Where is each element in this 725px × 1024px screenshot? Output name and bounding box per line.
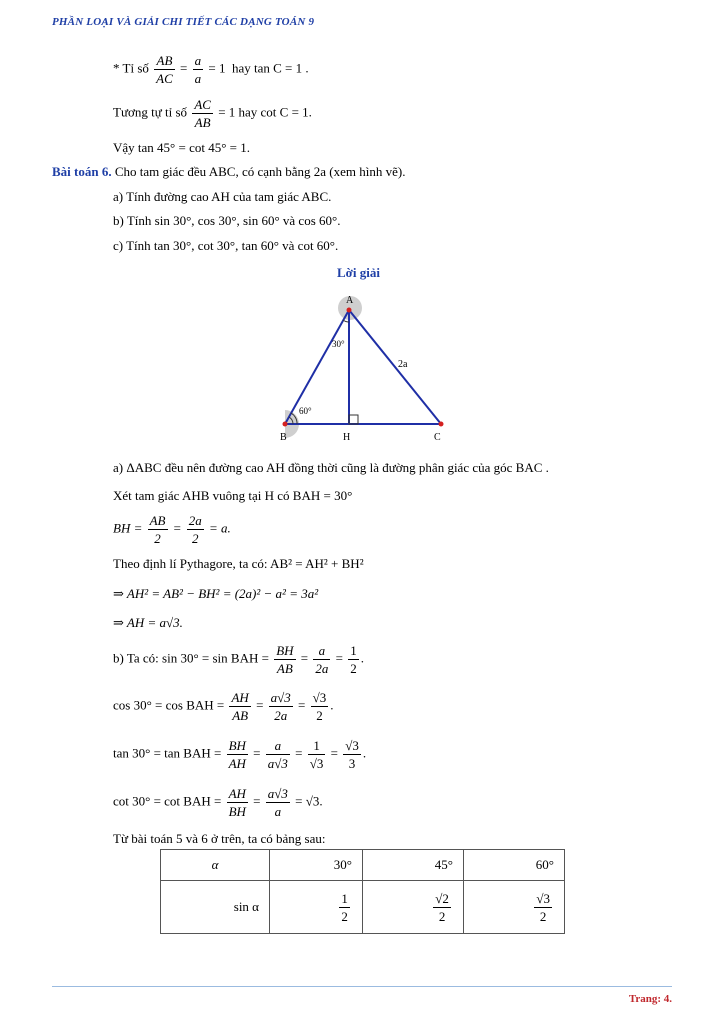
table-cell-sin60 <box>463 881 564 934</box>
table-header-30: 30° <box>270 850 363 881</box>
table-header-60: 60° <box>463 850 564 881</box>
solution-title: Lời giải <box>337 265 380 280</box>
problem-text: Cho tam giác đều ABC, có cạnh bằng 2a (xem hình vẽ). <box>114 164 406 179</box>
problem-part-a: a) Tính đường cao AH của tam giác ABC. <box>113 189 332 204</box>
ratio-line-1: * Tỉ số $\frac{AB}{AC}$ = $\frac{a}{a}$ = 1 hay tan C = 1 . <box>113 53 309 86</box>
table-cell-sin45 <box>362 881 463 934</box>
table-header-alpha: α <box>161 850 270 881</box>
cot30-lhs: cot 30° = cot BAH = <box>113 793 222 809</box>
point-c <box>439 422 444 427</box>
side-ab <box>285 310 349 424</box>
solution-a-pythagore: Theo định lí Pythagore, ta có: AB² = AH² + BH² <box>113 556 364 571</box>
sin30-lhs: b) Ta có: sin 30° = sin BAH = <box>113 650 269 666</box>
problem-part-c: c) Tính tan 30°, cot 30°, tan 60° và cot 60°. <box>113 238 339 253</box>
label-a: A <box>346 295 354 306</box>
summary-line: Từ bài toán 5 và 6 ở trên, ta có bảng sau: <box>113 831 326 846</box>
point-a <box>347 308 352 313</box>
point-b <box>283 422 288 427</box>
label-b: B <box>280 432 287 443</box>
solution-b-tan30: tan 30° = tan BAH = $\frac{BH}{AH}$ = $\frac{a}{a√3}$ = $\frac{1}{√3}$ = $\frac{√3}{3}$ . <box>113 738 367 771</box>
bh-lhs: BH = <box>113 520 143 536</box>
footer-divider <box>52 986 672 987</box>
angle-label-60: 60° <box>299 406 312 416</box>
sin45-den: 2 <box>438 908 446 924</box>
table-row <box>161 850 565 881</box>
problem-statement <box>52 164 405 180</box>
table-header-45: 45° <box>362 850 463 881</box>
ratio-prefix-2: Tương tự tỉ số <box>113 104 188 120</box>
solution-a-ah-squared: ⇒ AH² = AB² − BH² = (2a)² − a² = 3a² <box>113 586 319 601</box>
solution-a-line1: a) ΔABC đều nên đường cao AH đồng thời cũng là đường phân giác của góc BAC . <box>113 460 549 475</box>
solution-a-ah: ⇒ AH = a√3. <box>113 615 183 630</box>
side-ac <box>349 310 441 424</box>
bh-rhs: = a. <box>209 520 231 536</box>
tan30-lhs: tan 30° = tan BAH = <box>113 745 222 761</box>
trig-table <box>160 849 565 934</box>
conclusion-line: Vậy tan 45° = cot 45° = 1. <box>113 140 250 155</box>
table-row-label: sin α <box>161 881 270 934</box>
cos30-lhs: cos 30° = cos BAH = <box>113 697 225 713</box>
table-row <box>161 881 565 934</box>
triangle-figure <box>265 290 465 450</box>
page-header-title: PHẦN LOẠI VÀ GIẢI CHI TIẾT CÁC DẠNG TOÁN 9 <box>52 16 315 28</box>
problem-part-b: b) Tính sin 30°, cos 30°, sin 60° và cos 60°. <box>113 213 341 228</box>
angle-label-30: 30° <box>332 339 345 349</box>
ratio-prefix-1: * Tỉ số <box>113 60 149 76</box>
sin45-num: √2 <box>435 890 449 906</box>
solution-b-cos30: cos 30° = cos BAH = $\frac{AH}{AB}$ = $\frac{a√3}{2a}$ = $\frac{√3}{2}$ . <box>113 690 334 723</box>
label-c: C <box>434 432 441 443</box>
sin30-den: 2 <box>341 908 348 924</box>
ratio-line-2: Tương tự tỉ số $\frac{AC}{AB}$ = 1 hay cot C = 1. <box>113 97 312 130</box>
sin60-num: √3 <box>536 890 550 906</box>
ratio-suffix-1: hay tan C = 1 . <box>231 60 309 76</box>
solution-b-cot30: cot 30° = cot BAH = $\frac{AH}{BH}$ = $\frac{a√3}{a}$ = √3. <box>113 786 323 819</box>
table-cell-sin30 <box>270 881 363 934</box>
sin30-num: 1 <box>341 890 348 906</box>
side-label-2a: 2a <box>398 359 408 370</box>
ratio-suffix-2: = 1 hay cot C = 1. <box>218 104 312 120</box>
solution-b-sin30: b) Ta có: sin 30° = sin BAH = $\frac{BH}{AB}$ = $\frac{a}{2a}$ = $\frac{1}{2}$ . <box>113 643 364 676</box>
solution-a-bh: BH = $\frac{AB}{2}$ = $\frac{2a}{2}$ = a. <box>113 513 231 546</box>
problem-label: Bài toán 6. <box>52 164 112 179</box>
right-angle-mark <box>349 415 358 424</box>
solution-a-line2: Xét tam giác AHB vuông tại H có BAH = 30° <box>113 488 353 503</box>
page-number: Trang: 4. <box>628 993 672 1005</box>
sin60-den: 2 <box>539 908 547 924</box>
label-h: H <box>343 432 351 443</box>
